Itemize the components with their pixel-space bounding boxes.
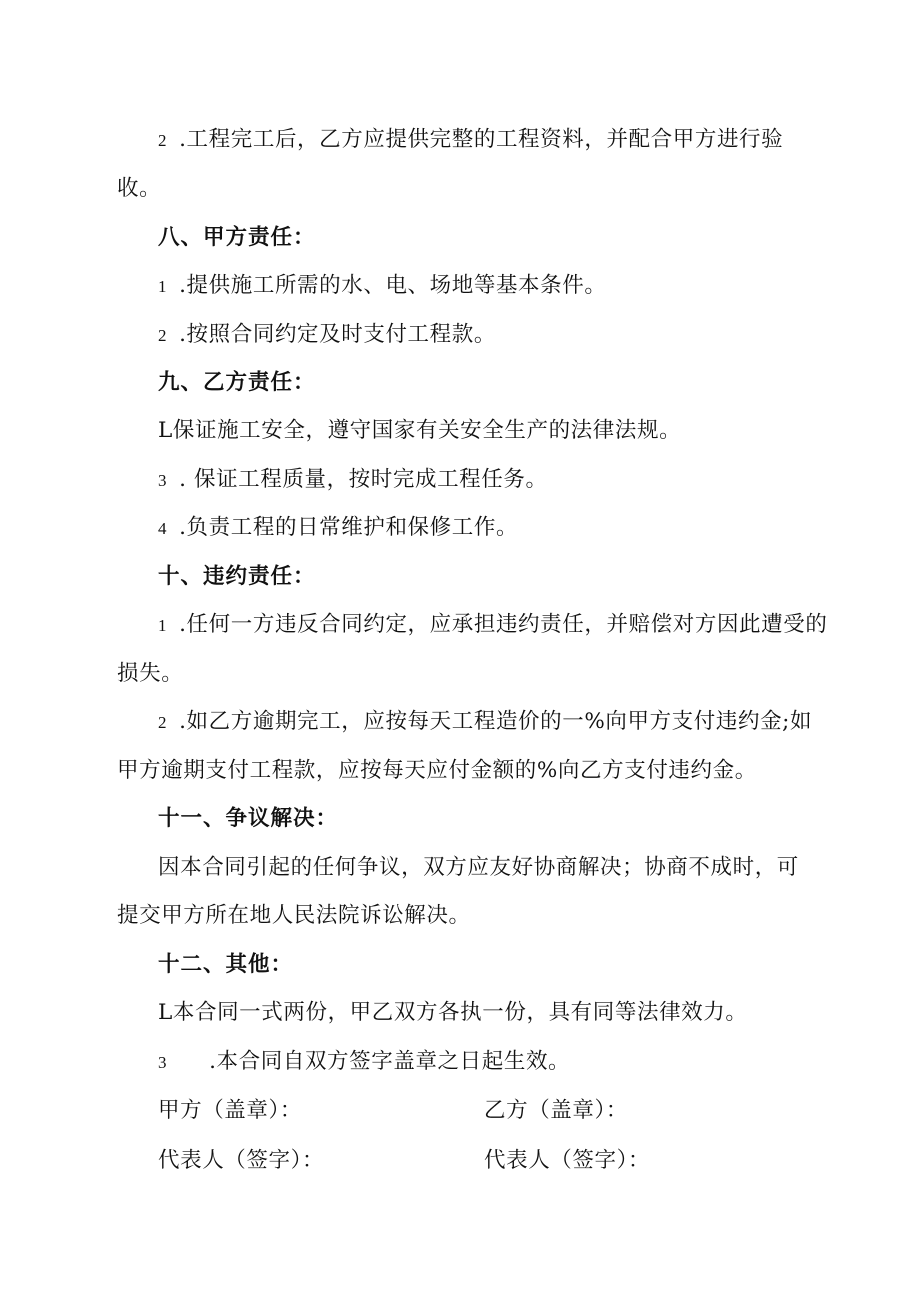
clause-text: 甲方逾期支付工程款，应按每天应付金额的%向乙方支付违约金。 [117,758,757,783]
section-10-heading: 十、违约责任： [158,564,316,589]
clause-8-item-2 [158,320,496,351]
item-number: 3 [158,1053,168,1072]
clause-text: .如乙方逾期完工，应按每天工程造价的一%向甲方支付违约金;如 [179,709,813,734]
clause-text: L本合同一式两份，甲乙双方各执一份，具有同等法律效力。 [158,1000,748,1025]
item-number: 2 [158,713,168,732]
party-b-seal-label: 乙方（盖章）： [484,1098,628,1123]
section-11-heading: 十一、争议解决： [158,806,339,831]
section-8-heading: 八、甲方责任： [158,225,316,250]
clause-text: .工程完工后，乙方应提供完整的工程资料，并配合甲方进行验 [179,127,784,152]
clause-12-item-1 [158,998,747,1028]
clause-11-text-cont [117,901,471,931]
clause-text: 损失。 [117,661,184,686]
item-number: 2 [158,131,168,150]
clause-10-item-1-cont [117,659,183,689]
item-number: 2 [158,326,168,345]
item-number: 4 [158,519,168,538]
clause-text: .按照合同约定及时支付工程款。 [179,322,496,347]
clause-text: 因本合同引起的任何争议，双方应友好协商解决；协商不成时，可 [158,855,799,880]
party-b-rep-label: 代表人（签字）： [484,1148,651,1173]
clause-9-item-4 [158,513,518,544]
party-a-rep-label: 代表人（签字）： [158,1148,325,1173]
clause-12-item-3 [158,1047,570,1078]
clause-text: L保证施工安全，遵守国家有关安全生产的法律法规。 [158,418,682,443]
item-number: 1 [158,277,168,296]
clause-10-item-2-cont [117,756,757,786]
party-a-seal-label: 甲方（盖章）： [158,1098,302,1123]
clause-text: .本合同自双方签字盖章之日起生效。 [209,1049,571,1074]
clause-7-item-2-cont [117,174,161,204]
clause-9-item-1 [158,416,681,446]
clause-text: 收。 [117,176,162,201]
clause-text: 提交甲方所在地人民法院诉讼解决。 [117,903,471,928]
clause-10-item-1 [158,610,827,641]
clause-10-item-2 [158,707,812,738]
clause-9-item-3 [158,465,548,496]
clause-text: .任何一方违反合同约定，应承担违约责任，并赔偿对方因此遭受的 [179,612,828,637]
section-9-heading: 九、乙方责任： [158,370,316,395]
clause-11-text [158,853,799,883]
item-number: 3 [158,471,168,490]
clause-text: .提供施工所需的水、电、场地等基本条件。 [179,273,607,298]
clause-8-item-1 [158,271,606,302]
clause-text: .负责工程的日常维护和保修工作。 [179,515,519,540]
clause-7-item-2 [158,125,783,156]
item-number: 1 [158,616,168,635]
clause-text: . 保证工程质量，按时完成工程任务。 [179,467,548,492]
section-12-heading: 十二、其他： [158,952,294,977]
